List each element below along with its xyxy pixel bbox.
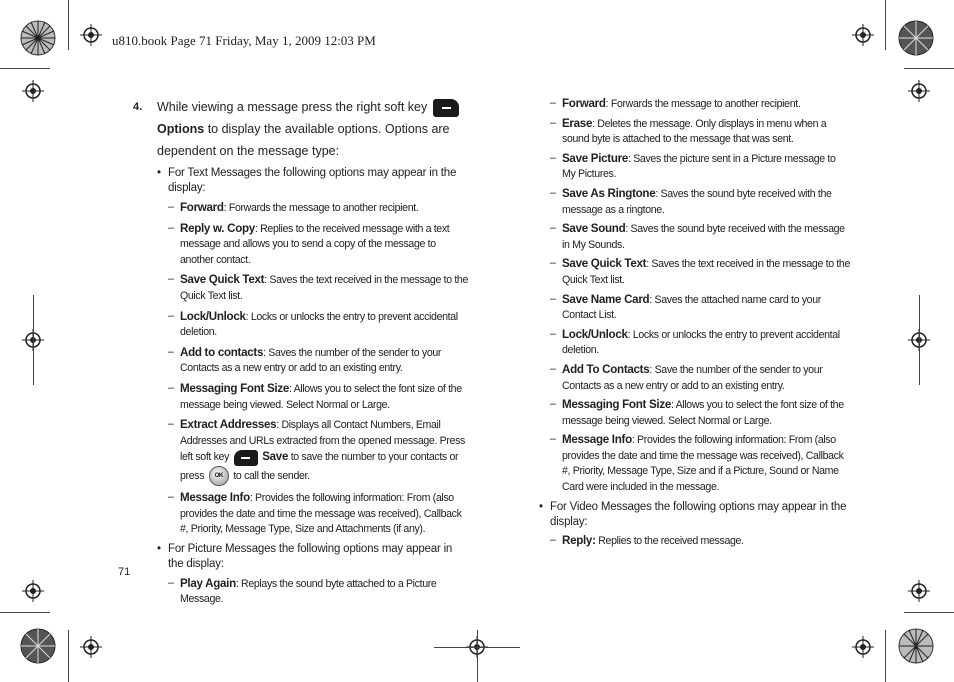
crop-line bbox=[68, 630, 69, 682]
registration-mark-bottom-left bbox=[20, 628, 56, 664]
option-item: – Forward: Forwards the message to another recipient. bbox=[550, 97, 801, 110]
crop-line bbox=[0, 68, 50, 69]
crop-line bbox=[919, 295, 920, 385]
registration-mark-top-left bbox=[20, 20, 56, 56]
step-number: 4. bbox=[133, 101, 143, 113]
option-item: – Save Quick Text: Saves the text received in the message to the Quick Text list. bbox=[550, 257, 851, 286]
page-number: 71 bbox=[118, 566, 131, 578]
ok-key-icon: OK bbox=[209, 466, 229, 486]
crop-line bbox=[904, 68, 954, 69]
option-item: – Message Info: Provides the following information: From (also provides the date and time the message was received), Callback #, Priority, Message Type, Size and Attachments (if any). bbox=[168, 490, 462, 536]
left-column bbox=[133, 96, 468, 608]
crosshair-mark-left-2 bbox=[22, 580, 44, 602]
option-item: – Reply w. Copy: Replies to the received message with a text message and allows you to send a copy of the message to another contact. bbox=[168, 221, 450, 266]
option-item: – Save Name Card: Saves the attached name card to your Contact List. bbox=[550, 292, 821, 322]
option-item: – Save Sound: Saves the sound byte received with the message in My Sounds. bbox=[550, 222, 845, 251]
crosshair-mark-right-2 bbox=[908, 580, 930, 602]
option-item-extract-addresses: – Extract Addresses: Displays all Contact Numbers, Email Addresses and URLs extracted from the opened message. Press left soft key Save to save the number to your contacts or press OK to call the sender. bbox=[168, 417, 468, 486]
crop-line bbox=[477, 630, 478, 682]
option-item: – Forward: Forwards the message to another recipient. bbox=[168, 201, 419, 214]
crosshair-mark-left-1 bbox=[22, 80, 44, 102]
option-item: – Save As Ringtone: Saves the sound byte received with the message as a ringtone. bbox=[550, 186, 832, 216]
crop-line bbox=[904, 612, 954, 613]
crop-line bbox=[0, 612, 50, 613]
option-item: – Message Info: Provides the following information: From (also provides the date and time the message was received), Callback #, Priority, Message Type, Size and if a Picture, Sound or Name Card were included in the message. bbox=[550, 433, 844, 494]
registration-mark-top-right bbox=[898, 20, 934, 56]
crop-line bbox=[885, 0, 886, 50]
left-soft-key-icon bbox=[234, 450, 258, 466]
running-head: u810.book Page 71 Friday, May 1, 2009 12:03 PM bbox=[112, 33, 376, 48]
option-item: – Messaging Font Size: Allows you to select the font size of the message being viewed. Select Normal or Large. bbox=[550, 398, 844, 427]
option-item: – Add to contacts: Saves the number of the sender to your Contacts as a new entry or add to an existing entry. bbox=[168, 345, 442, 375]
crosshair-mark-top-2 bbox=[852, 24, 874, 46]
option-item: – Messaging Font Size: Allows you to select the font size of the message being viewed. Select Normal or Large. bbox=[168, 381, 462, 411]
right-soft-key-icon bbox=[433, 99, 459, 117]
option-item: – Add To Contacts: Save the number of the sender to your Contacts as a new entry or add to an existing entry. bbox=[550, 362, 823, 392]
options-label: Options bbox=[157, 122, 205, 136]
option-item: – Lock/Unlock: Locks or unlocks the entry to prevent accidental deletion. bbox=[550, 327, 840, 357]
option-item: – Reply: Replies to the received message. bbox=[550, 533, 744, 547]
right-column bbox=[539, 96, 851, 549]
crosshair-mark-top-1 bbox=[80, 24, 102, 46]
crop-line bbox=[68, 0, 69, 50]
crosshair-mark-bottom-2 bbox=[852, 636, 874, 658]
step-4: 4. While viewing a message press the right soft key Options to display the available options. Options are dependent on the message type: bbox=[133, 96, 468, 162]
option-item: – Play Again: Replays the sound byte attached to a Picture Message. bbox=[168, 576, 437, 606]
crop-line bbox=[885, 630, 886, 682]
option-item: – Save Picture: Saves the picture sent in a Picture message to My Pictures. bbox=[550, 151, 836, 181]
crop-line bbox=[33, 295, 34, 385]
option-item: – Erase: Deletes the message. Only displays in menu when a sound byte is attached to the message that was sent. bbox=[550, 116, 827, 146]
option-item: – Save Quick Text: Saves the text received in the message to the Quick Text list. bbox=[168, 273, 469, 302]
video-messages-bullet: • For Video Messages the following options may appear in the display: bbox=[539, 500, 847, 528]
text-messages-bullet: • For Text Messages the following options may appear in the display: bbox=[157, 167, 457, 194]
registration-mark-bottom-right bbox=[898, 628, 934, 664]
picture-messages-bullet: • For Picture Messages the following options may appear in the display: bbox=[157, 542, 453, 570]
crosshair-mark-bottom-1 bbox=[80, 636, 102, 658]
crosshair-mark-right-1 bbox=[908, 80, 930, 102]
option-item: – Lock/Unlock: Locks or unlocks the entry to prevent accidental deletion. bbox=[168, 309, 458, 339]
